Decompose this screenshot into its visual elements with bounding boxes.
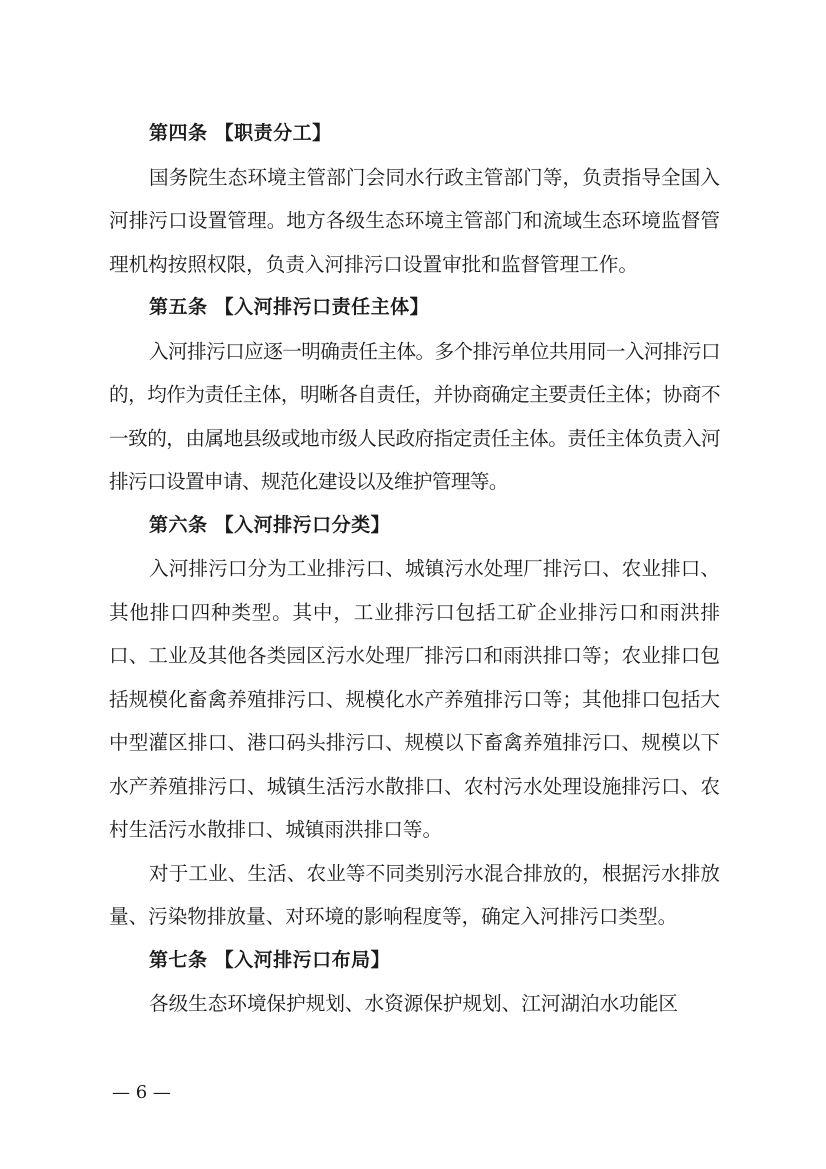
- page-number: — 6 —: [112, 1082, 171, 1103]
- article-6: [109, 504, 720, 939]
- article-7-heading: 第七条 【入河排污口布局】: [149, 948, 391, 971]
- article-5-heading: 第五条 【入河排污口责任主体】: [149, 296, 430, 318]
- article-5-paragraph-1: 入河排污口应逐一明确责任主体。多个排污单位共用同一入河排污口的，均作为责任主体，明晰各自责任，并协商确定主要责任主体；协商不一致的，由属地县级或地市级人民政府指定责任主体。责任主体负责入河排污口设置申请、规范化建设以及维护管理等。: [109, 339, 720, 493]
- article-6-paragraph-2: 对于工业、生活、农业等不同类别污水混合排放的，根据污水排放量、污染物排放量、对环境的影响程度等，确定入河排污口类型。: [109, 861, 720, 928]
- article-4-paragraph-1: 国务院生态环境主管部门会同水行政主管部门等，负责指导全国入河排污口设置管理。地方各级生态环境主管部门和流域生态环境监督管理机构按照权限，负责入河排污口设置审批和监督管理工作。: [109, 165, 720, 276]
- article-4: [109, 112, 720, 286]
- article-5: [109, 286, 720, 504]
- article-4-heading: 第四条 【职责分工】: [149, 122, 332, 144]
- document-body: [109, 112, 720, 1026]
- article-6-paragraph-1: 入河排污口分为工业排污口、城镇污水处理厂排污口、农业排口、其他排口四种类型。其中，工业排污口包括工矿企业排污口和雨洪排口、工业及其他各类园区污水处理厂排污口和雨洪排口等；农业排口包括规模化畜禽养殖排污口、规模化水产养殖排污口等；其他排口包括大中型灌区排口、港口码头排污口、规模以下畜禽养殖排污口、规模以下水产养殖排污口、城镇生活污水散排口、农村污水处理设施排污口、农村生活污水散排口、城镇雨洪排口等。: [109, 557, 720, 841]
- article-7-paragraph-1: 各级生态环境保护规划、水资源保护规划、江河湖泊水功能区: [149, 992, 679, 1015]
- article-6-heading: 第六条 【入河排污口分类】: [149, 513, 391, 536]
- article-7: [109, 939, 720, 1026]
